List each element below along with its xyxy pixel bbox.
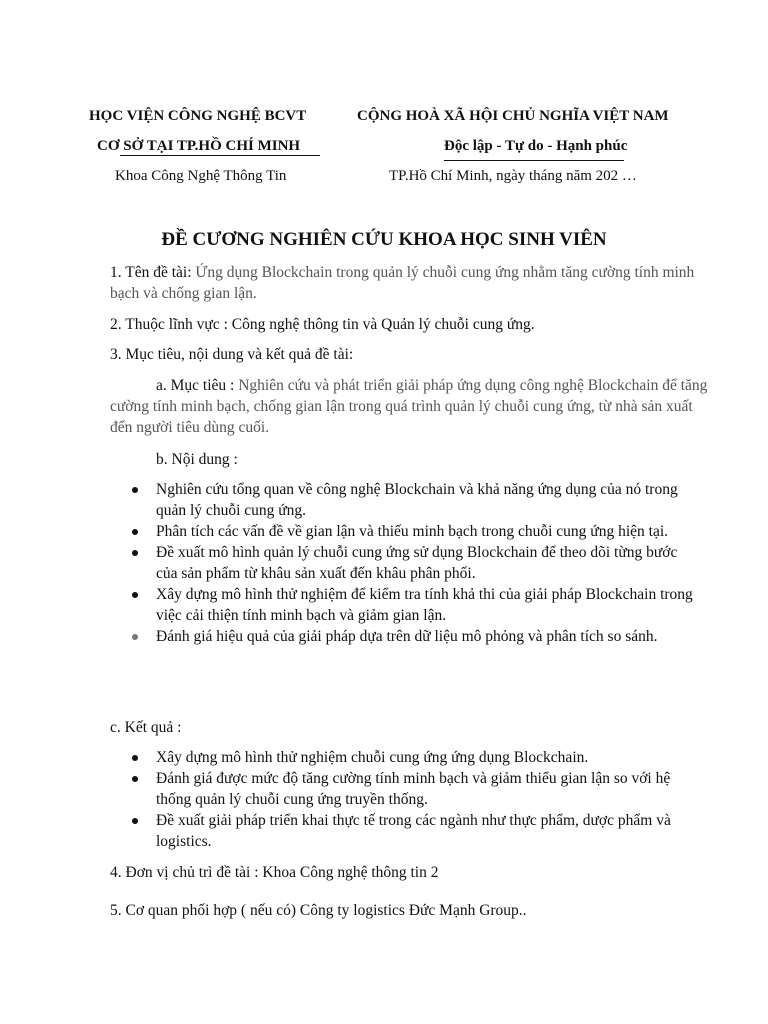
institute-name: HỌC VIỆN CÔNG NGHỆ BCVT [89, 108, 307, 124]
list-item: Phân tích các vấn đề về gian lận và thiếu minh bạch trong chuỗi cung ứng hiện tại. [110, 521, 700, 542]
results-list [110, 747, 700, 852]
bullet-icon [132, 529, 138, 535]
campus-name: CƠ SỞ TẠI TP.HỒ CHÍ MINH [97, 138, 301, 154]
objective-label: a. Mục tiêu : [156, 377, 239, 394]
bullet-icon [132, 634, 138, 640]
bullet-icon [132, 818, 138, 824]
motto-underline [444, 160, 624, 161]
list-item: Đề xuất giải pháp triển khai thực tế trong các ngành như thực phẩm, dược phẩm và logistics. [110, 810, 700, 852]
list-item: Đánh giá hiệu quả của giải pháp dựa trên dữ liệu mô phỏng và phân tích so sánh. [110, 626, 700, 647]
campus-underline [120, 155, 320, 156]
list-item: Xây dựng mô hình thử nghiệm để kiểm tra tính khả thi của giải pháp Blockchain trong việc cải thiện tính minh bạch và giảm gian lận. [110, 584, 700, 626]
bullet-icon [132, 487, 138, 493]
bullet-icon [132, 755, 138, 761]
section-1 [110, 262, 710, 304]
results-label: c. Kết quả : [110, 719, 182, 736]
objective-paragraph [110, 375, 710, 438]
content-list [110, 479, 700, 647]
objective-value: Nghiên cứu và phát triển giải pháp ứng dụng công nghệ Blockchain để tăng cường tính minh bạch, chống gian lận trong quá trình quản lý chuỗi cung ứng, từ nhà sản xuất đến người tiêu dùng cuối. [110, 377, 708, 436]
list-item: Xây dựng mô hình thử nghiệm chuỗi cung ứng ứng dụng Blockchain. [110, 747, 700, 768]
section-2: 2. Thuộc lĩnh vực : Công nghệ thông tin và Quản lý chuỗi cung ứng. [110, 316, 535, 333]
bullet-icon [132, 550, 138, 556]
bullet-icon [132, 776, 138, 782]
nation-name: CỘNG HOÀ XÃ HỘI CHỦ NGHĨA VIỆT NAM [357, 108, 669, 124]
section-3: 3. Mục tiêu, nội dung và kết quả đề tài: [110, 346, 354, 363]
list-item: Đánh giá được mức độ tăng cường tính minh bạch và giảm thiểu gian lận so với hệ thống quản lý chuỗi cung ứng truyền thống. [110, 768, 700, 810]
document-title: ĐỀ CƯƠNG NGHIÊN CỨU KHOA HỌC SINH VIÊN [161, 229, 607, 250]
content-label: b. Nội dung : [156, 451, 238, 468]
list-item: Nghiên cứu tổng quan về công nghệ Blockchain và khả năng ứng dụng của nó trong quản lý chuỗi cung ứng. [110, 479, 700, 521]
bullet-icon [132, 592, 138, 598]
section-1-label: 1. Tên đề tài: [110, 264, 196, 281]
list-item: Đề xuất mô hình quản lý chuỗi cung ứng sử dụng Blockchain để theo dõi từng bước của sản phẩm từ khâu sản xuất đến khâu phân phối. [110, 542, 700, 584]
section-5: 5. Cơ quan phối hợp ( nếu có) Công ty logistics Đức Mạnh Group.. [110, 902, 527, 919]
section-4: 4. Đơn vị chủ trì đề tài : Khoa Công nghệ thông tin 2 [110, 864, 439, 881]
section-1-value: Ứng dụng Blockchain trong quản lý chuỗi cung ứng nhằm tăng cường tính minh bạch và chống gian lận. [110, 264, 695, 302]
motto: Độc lập - Tự do - Hạnh phúc [444, 138, 628, 154]
faculty-name: Khoa Công Nghệ Thông Tin [115, 168, 287, 184]
place-date: TP.Hồ Chí Minh, ngày tháng năm 202 … [389, 168, 637, 184]
